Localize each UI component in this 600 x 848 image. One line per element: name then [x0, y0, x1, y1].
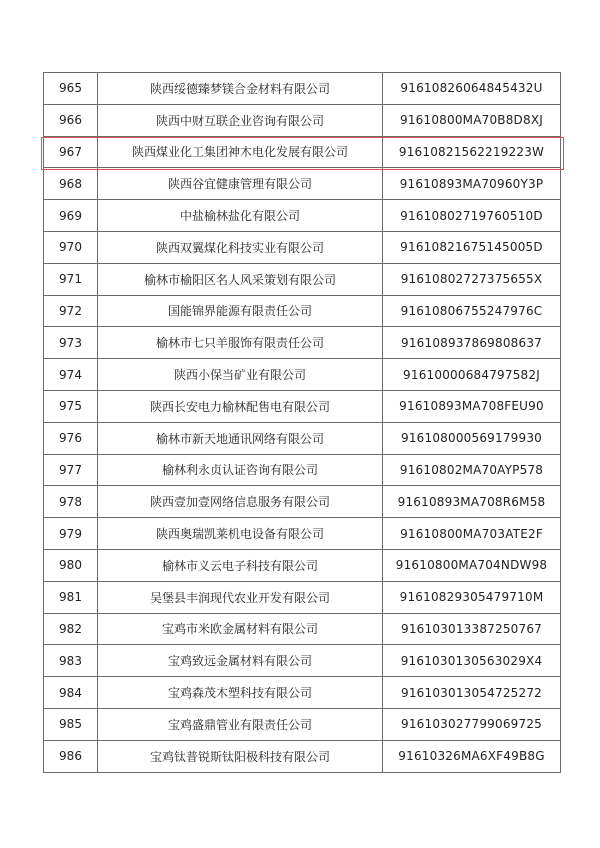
credit-code: 916103013054725272 [383, 677, 561, 708]
company-name: 宝鸡盛鼎管业有限责任公司 [98, 709, 383, 740]
credit-code: 91610000684797582J [383, 359, 561, 390]
credit-code: 916108000569179930 [383, 423, 561, 454]
table-row [44, 264, 561, 296]
row-number: 975 [44, 391, 98, 422]
table-row [44, 105, 561, 137]
company-name: 宝鸡森茂木塑科技有限公司 [98, 677, 383, 708]
credit-code: 91610802719760510D [383, 200, 561, 231]
table-row [44, 645, 561, 677]
table-row [44, 455, 561, 487]
table-row [44, 741, 561, 773]
credit-code: 91610893MA70960Y3P [383, 168, 561, 199]
credit-code: 916103013387250767 [383, 614, 561, 645]
row-number: 970 [44, 232, 98, 263]
row-number: 971 [44, 264, 98, 295]
row-number: 972 [44, 296, 98, 327]
row-number: 965 [44, 73, 98, 104]
row-number: 986 [44, 741, 98, 772]
company-name: 陕西奥瑞凯莱机电设备有限公司 [98, 518, 383, 549]
credit-code: 9161030130563029X4 [383, 645, 561, 676]
credit-code: 91610893MA708R6M58 [383, 486, 561, 517]
company-name: 陕西壹加壹网络信息服务有限公司 [98, 486, 383, 517]
company-name: 宝鸡钛普锐斯钛阳极科技有限公司 [98, 741, 383, 772]
row-number: 969 [44, 200, 98, 231]
credit-code: 91610826064845432U [383, 73, 561, 104]
row-number: 973 [44, 327, 98, 358]
table-row [44, 677, 561, 709]
company-table [43, 72, 561, 773]
table-row [44, 359, 561, 391]
table-row [44, 232, 561, 264]
row-number: 976 [44, 423, 98, 454]
company-name: 陕西双翼煤化科技实业有限公司 [98, 232, 383, 263]
table-row [44, 486, 561, 518]
row-number: 968 [44, 168, 98, 199]
company-name: 吴堡县丰润现代农业开发有限公司 [98, 582, 383, 613]
company-name: 陕西小保当矿业有限公司 [98, 359, 383, 390]
company-name: 榆林市榆阳区名人风采策划有限公司 [98, 264, 383, 295]
credit-code: 91610326MA6XF49B8G [383, 741, 561, 772]
company-name: 陕西绥德臻梦镁合金材料有限公司 [98, 73, 383, 104]
company-name: 国能锦界能源有限责任公司 [98, 296, 383, 327]
table-row [44, 327, 561, 359]
row-number: 983 [44, 645, 98, 676]
credit-code: 916103027799069725 [383, 709, 561, 740]
table-row [44, 73, 561, 105]
credit-code: 91610821562219223W [383, 137, 561, 168]
credit-code: 91610800MA70B8D8XJ [383, 105, 561, 136]
credit-code: 91610802727375655X [383, 264, 561, 295]
row-number: 984 [44, 677, 98, 708]
company-name: 榆林市七只羊服饰有限责任公司 [98, 327, 383, 358]
company-name: 中盐榆林盐化有限公司 [98, 200, 383, 231]
table-row [44, 391, 561, 423]
table-row [44, 614, 561, 646]
row-number: 979 [44, 518, 98, 549]
company-name: 榆林市新天地通讯网络有限公司 [98, 423, 383, 454]
table-row [44, 296, 561, 328]
table-row [44, 137, 561, 169]
company-name: 宝鸡致远金属材料有限公司 [98, 645, 383, 676]
company-name: 陕西谷宜健康管理有限公司 [98, 168, 383, 199]
company-name: 陕西煤业化工集团神木电化发展有限公司 [98, 137, 383, 168]
row-number: 978 [44, 486, 98, 517]
row-number: 982 [44, 614, 98, 645]
row-number: 967 [44, 137, 98, 168]
credit-code: 91610806755247976C [383, 296, 561, 327]
credit-code: 91610829305479710M [383, 582, 561, 613]
row-number: 977 [44, 455, 98, 486]
row-number: 985 [44, 709, 98, 740]
credit-code: 91610800MA704NDW98 [383, 550, 561, 581]
credit-code: 91610821675145005D [383, 232, 561, 263]
credit-code: 91610802MA70AYP578 [383, 455, 561, 486]
row-number: 966 [44, 105, 98, 136]
table-row [44, 709, 561, 741]
company-name: 陕西中财互联企业咨询有限公司 [98, 105, 383, 136]
table-row [44, 200, 561, 232]
row-number: 981 [44, 582, 98, 613]
credit-code: 91610800MA703ATE2F [383, 518, 561, 549]
row-number: 980 [44, 550, 98, 581]
company-name: 榆林利永贞认证咨询有限公司 [98, 455, 383, 486]
credit-code: 916108937869808637 [383, 327, 561, 358]
table-row [44, 582, 561, 614]
table-row [44, 550, 561, 582]
company-name: 榆林市义云电子科技有限公司 [98, 550, 383, 581]
table-row [44, 423, 561, 455]
company-name: 陕西长安电力榆林配售电有限公司 [98, 391, 383, 422]
table-row [44, 168, 561, 200]
credit-code: 91610893MA708FEU90 [383, 391, 561, 422]
row-number: 974 [44, 359, 98, 390]
company-name: 宝鸡市米欧金属材料有限公司 [98, 614, 383, 645]
table-row [44, 518, 561, 550]
